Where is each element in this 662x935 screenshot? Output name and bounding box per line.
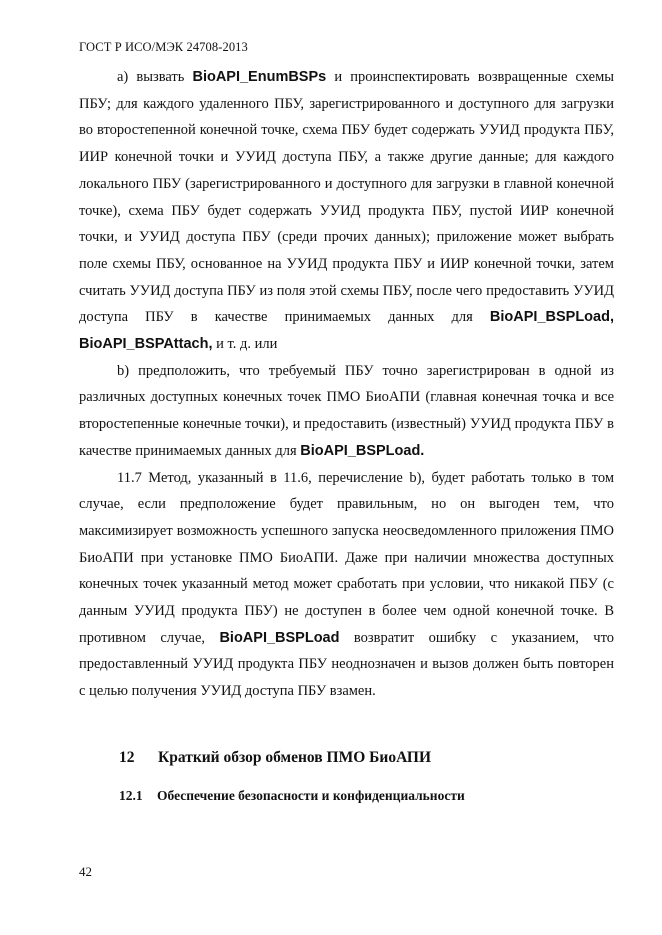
code-term-bspload-2: BioAPI_BSPLoad [219,629,340,646]
paragraph-11-7-text-2: возвратит ошибку с указанием, что предоставленный УУИД продукта ПБУ неоднозначен и вызов должен быть повторен с целью получения УУИД доступа ПБУ взамен. [79,629,614,700]
subsection-number: 12.1 [119,788,143,803]
subsection-heading [119,788,465,804]
page-number: 42 [79,864,92,879]
paragraph-a-text-3: и т. д. или [212,336,278,353]
body-text [79,64,614,705]
paragraph-b [79,358,614,465]
paragraph-b-text-1: b) предположить, что требуемый ПБУ точно зарегистрирован в одной из различных доступных конечных точек ПМО БиоАПИ (главная конечная точка и все второстепенные конечные точки), и предоставить (известный) УУИД продукта ПБУ в качестве принимаемых данных для [79,362,614,459]
subsection-title: Обеспечение безопасности и конфиденциальности [157,788,465,803]
paragraph-a-text-1: a) вызвать [117,69,193,85]
code-term-bspload: BioAPI_BSPLoad. [300,442,425,459]
paragraph-a [79,64,614,358]
paragraph-a-text-2: и проинспектировать возвращенные схемы ПБУ; для каждого удаленного ПБУ, зарегистрированного и доступного для загрузки во второстепенной конечной точке, схема ПБУ будет содержать УУИД продукта ПБУ, ИИР конечной точки и УУИД доступа ПБУ, а также другие данные; для каждого локального ПБУ (зарегистрированного и доступного для загрузки в главной конечной точке), схема ПБУ будет содержать УУИД продукта ПБУ, пустой ИИР конечной точки, и УУИД доступа ПБУ (среди прочих данных); приложение может выбрать поле схемы ПБУ, основанное на УУИД продукта ПБУ и ИИР конечной точки, затем считать УУИД доступа ПБУ из поля этой схемы ПБУ, после чего предоставить УУИД доступа ПБУ в качестве принимаемых данных для [79,69,614,326]
code-term-enumbsps: BioAPI_EnumBSPs [192,69,327,85]
section-title: Краткий обзор обменов ПМО БиоАПИ [158,749,432,766]
section-number: 12 [119,749,135,766]
code-term-bspload-bspattach: BioAPI_BSPLoad, BioAPI_BSPAttach, [79,309,614,353]
paragraph-11-7-text-1: 11.7 Метод, указанный в 11.6, перечисление b), будет работать только в том случае, если предположение будет правильным, но он выгоден тем, что максимизирует возможность успешного запуска неосведомленного приложения ПМО БиоАПИ при установке ПМО БиоАПИ. Даже при наличии множества доступных конечных точек указанный метод может сработать при условии, что никакой ПБУ (с данным УУИД продукта ПБУ) не доступен в более чем одной конечной точке. В противном случае, [79,469,614,646]
paragraph-11-7 [79,465,614,705]
section-heading [119,749,431,767]
running-header: ГОСТ Р ИСО/МЭК 24708-2013 [79,40,248,54]
